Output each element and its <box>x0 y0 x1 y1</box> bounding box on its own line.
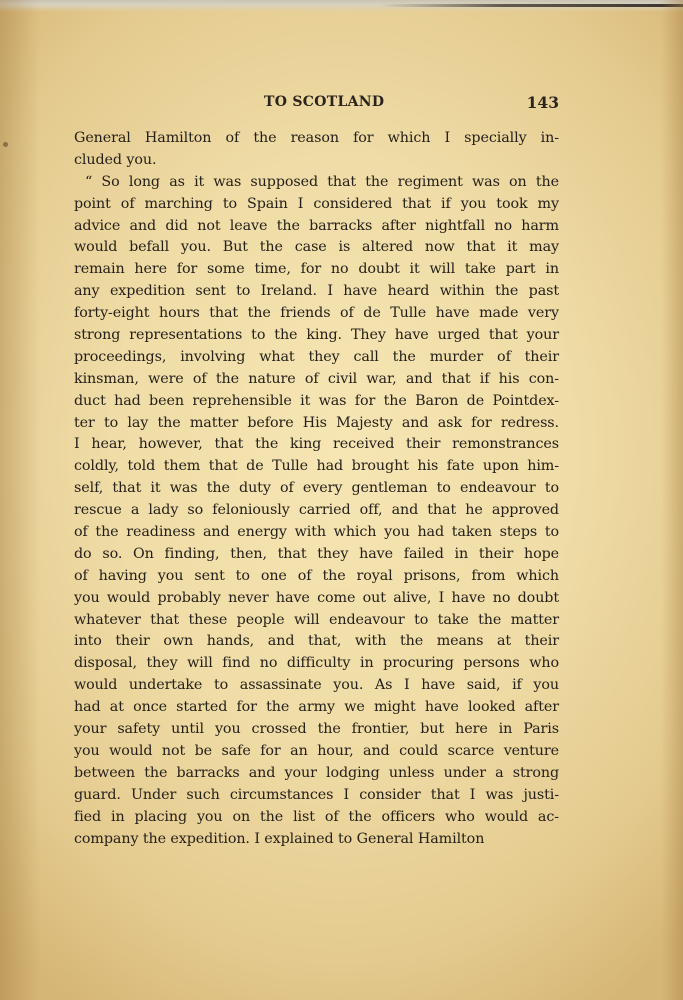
top-rule <box>380 4 683 7</box>
text-line: your safety until you crossed the frontier, but here in Paris <box>74 721 559 738</box>
text-line: ter to lay the matter before His Majesty and ask for redress. <box>74 414 559 431</box>
text-line: forty-eight hours that the friends of de Tulle have made very <box>74 305 559 322</box>
text-line: proceedings, involving what they call the murder of their <box>74 348 559 365</box>
text-line: self, that it was the duty of every gentleman to endeavour to <box>74 480 559 497</box>
text-line: coldly, told them that de Tulle had brought his fate upon him- <box>74 458 559 475</box>
text-line: rescue a lady so feloniously carried off, and that he approved <box>74 502 559 519</box>
ink-speck <box>3 142 8 147</box>
text-line: guard. Under such circumstances I consider that I was justi- <box>74 786 559 803</box>
text-line: advice and did not leave the barracks after nightfall no harm <box>74 217 559 234</box>
text-line: disposal, they will find no difficulty in procuring persons who <box>74 655 559 672</box>
text-line: strong representations to the king. They have urged that your <box>74 327 559 344</box>
text-line: duct had been reprehensible it was for the Baron de Pointdex- <box>74 392 559 409</box>
text-line: point of marching to Spain I considered that if you took my <box>74 195 559 212</box>
text-line: into their own hands, and that, with the means at their <box>74 633 559 650</box>
running-head: TO SCOTLAND <box>264 94 385 110</box>
spine-shadow <box>0 0 40 1000</box>
text-line: General Hamilton of the reason for which I specially in- <box>74 130 559 146</box>
page-number: 143 <box>526 93 559 112</box>
body-text <box>74 128 559 850</box>
page-right-edge <box>661 0 683 1000</box>
text-line: I hear, however, that the king received their remonstrances <box>74 436 559 453</box>
text-line: you would probably never have come out alive, I have no doubt <box>74 589 559 606</box>
text-line: “ So long as it was supposed that the regiment was on the <box>85 173 559 190</box>
text-line: between the barracks and your lodging unless under a strong <box>74 764 559 781</box>
text-line: of the readiness and energy with which you had taken steps to <box>74 524 559 541</box>
text-line: remain here for some time, for no doubt it will take part in <box>74 261 559 278</box>
text-line: would undertake to assassinate you. As I have said, if you <box>74 677 559 694</box>
text-line: cluded you. <box>74 151 157 168</box>
text-line: do so. On finding, then, that they have failed in their hope <box>74 545 559 562</box>
text-line: company the expedition. I explained to General Hamilton <box>74 830 485 847</box>
text-line: kinsman, were of the nature of civil war, and that if his con- <box>74 370 559 387</box>
page-header <box>74 94 559 116</box>
text-line: whatever that these people will endeavour to take the matter <box>74 611 559 628</box>
text-line: fied in placing you on the list of the officers who would ac- <box>74 808 559 825</box>
text-line: you would not be safe for an hour, and could scarce venture <box>74 742 559 759</box>
text-line: would befall you. But the case is altered now that it may <box>74 239 559 256</box>
text-line: any expedition sent to Ireland. I have heard within the past <box>74 283 559 300</box>
text-line: of having you sent to one of the royal prisons, from which <box>74 567 559 584</box>
text-line: had at once started for the army we might have looked after <box>74 699 559 716</box>
